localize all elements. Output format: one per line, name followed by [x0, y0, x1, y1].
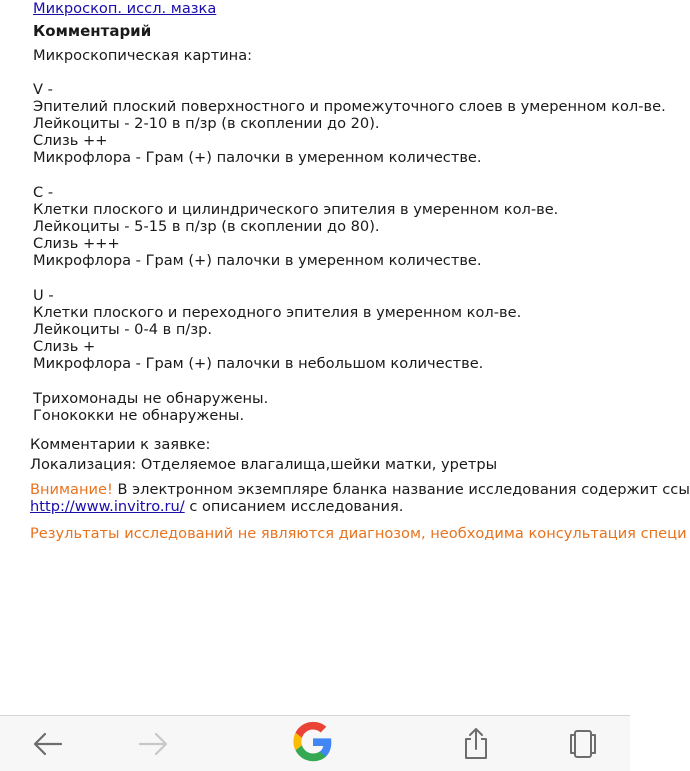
disclaimer-text: Результаты исследований не являются диагнозом, необходима консультация специ — [30, 525, 687, 542]
section-u-label: U - — [33, 287, 54, 304]
share-button[interactable] — [454, 724, 498, 764]
google-g-icon — [291, 720, 335, 764]
browser-toolbar — [0, 715, 630, 771]
trichomonas-result: Трихомонады не обнаружены. — [33, 390, 269, 407]
localization-text: Локализация: Отделяемое влагалища,шейки матки, уретры — [30, 456, 498, 473]
forward-button[interactable] — [131, 724, 175, 764]
tabs-icon — [566, 728, 600, 760]
section-u-line: Слизь + — [33, 338, 96, 355]
section-u-line: Лейкоциты - 0-4 в п/зр. — [33, 321, 213, 338]
warning-text-2: с описанием исследования. — [189, 498, 404, 515]
google-button[interactable] — [291, 722, 335, 762]
share-icon — [461, 727, 491, 761]
section-v-line: Эпителий плоский поверхностного и промежуточного слоев в умеренном кол-ве. — [33, 98, 666, 115]
back-arrow-icon — [31, 729, 65, 759]
section-v-line: Слизь ++ — [33, 132, 108, 149]
section-v-line: Микрофлора - Грам (+) палочки в умеренном количестве. — [33, 149, 482, 166]
warning-text: В электронном экземпляре бланка название исследования содержит ссы — [117, 481, 690, 498]
section-c-line: Микрофлора - Грам (+) палочки в умеренном количестве. — [33, 252, 482, 269]
section-v-line: Лейкоциты - 2-10 в п/зр (в скоплении до 20). — [33, 115, 380, 132]
warning-line-2 — [30, 498, 403, 515]
tabs-button[interactable] — [561, 724, 605, 764]
section-c-line: Клетки плоского и цилиндрического эпителия в умеренном кол-ве. — [33, 201, 559, 218]
forward-arrow-icon — [136, 729, 170, 759]
section-v-label: V - — [33, 81, 53, 98]
gonococci-result: Гонококки не обнаружены. — [33, 407, 245, 424]
section-u-line: Микрофлора - Грам (+) палочки в небольшом количестве. — [33, 355, 484, 372]
intro-text: Микроскопическая картина: — [33, 47, 253, 64]
warning-line — [30, 481, 690, 498]
invitro-link[interactable]: http://www.invitro.ru/ — [30, 498, 185, 515]
comment-heading: Комментарий — [33, 22, 152, 40]
section-c-line: Лейкоциты - 5-15 в п/зр (в скоплении до 80). — [33, 218, 380, 235]
microscopy-link[interactable]: Микроскоп. иссл. мазка — [33, 0, 217, 17]
section-c-line: Слизь +++ — [33, 235, 120, 252]
order-comments-label: Комментарии к заявке: — [30, 436, 211, 453]
back-button[interactable] — [26, 724, 70, 764]
warning-label: Внимание! — [30, 481, 113, 498]
section-u-line: Клетки плоского и переходного эпителия в умеренном кол-ве. — [33, 304, 522, 321]
section-c-label: C - — [33, 184, 54, 201]
